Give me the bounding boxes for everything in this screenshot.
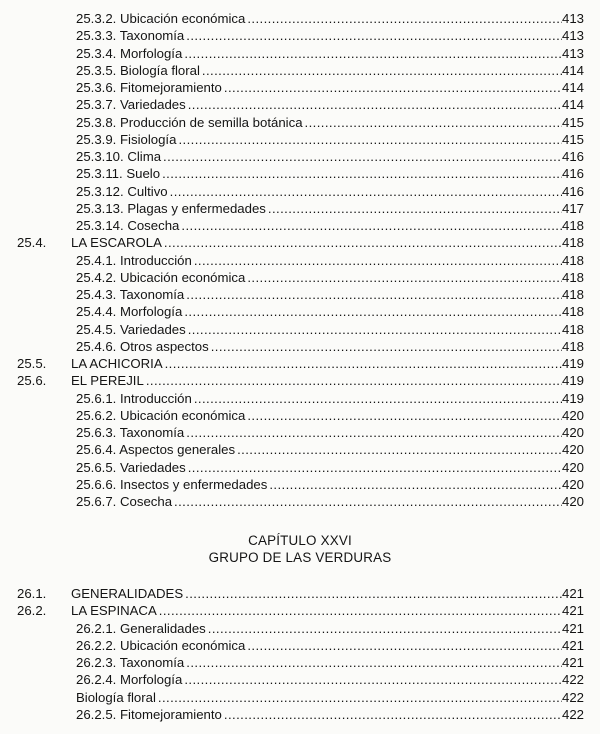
entry-title: 25.3.4. Morfología — [76, 45, 183, 61]
entry-title: 25.4.3. Taxonomía — [76, 287, 185, 302]
page-number: 414 — [561, 62, 584, 78]
entry-title: 25.3.11. Suelo — [76, 166, 161, 182]
toc-entry — [0, 10, 600, 28]
entry-title: 25.4.2. Ubicación económica — [76, 269, 246, 285]
chapter-subtitle: GRUPO DE LAS VERDURAS — [208, 550, 392, 565]
toc-entry — [0, 689, 600, 707]
entry-title: 25.3.8. Producción de semilla botánica — [76, 114, 303, 130]
toc-entry — [0, 286, 600, 304]
dot-leader — [184, 654, 562, 672]
toc-entry — [0, 148, 600, 166]
entry-title: 25.6.4. Aspectos generales — [76, 442, 236, 458]
entry-title: 25.4.1. Introducción — [76, 252, 192, 268]
dot-leader — [245, 637, 562, 655]
entry-title: 26.2.4. Morfología — [76, 672, 183, 688]
page-number: 415 — [561, 131, 584, 147]
page-number: 422 — [561, 689, 584, 705]
page-number: 418 — [561, 235, 584, 251]
page-number: 418 — [561, 218, 584, 233]
page-number: 415 — [561, 114, 584, 130]
page-number: 418 — [561, 321, 584, 337]
toc-entry — [0, 217, 600, 235]
dot-leader — [206, 620, 562, 638]
toc-entry — [0, 165, 600, 183]
dot-leader — [303, 114, 562, 132]
dot-leader — [179, 217, 562, 235]
dot-leader — [200, 62, 562, 80]
page-number: 420 — [561, 494, 584, 509]
page-number: 421 — [561, 586, 584, 601]
toc-entry — [0, 79, 600, 97]
dot-leader — [266, 200, 562, 218]
toc-entry — [0, 355, 600, 373]
toc-entry — [0, 602, 600, 620]
section-number: 26.1. — [17, 586, 47, 601]
entry-title: 25.6.3. Taxonomía — [76, 425, 185, 440]
toc-entry — [0, 706, 600, 724]
page-number: 419 — [561, 356, 584, 371]
page-number: 416 — [561, 149, 584, 164]
toc-entry — [0, 459, 600, 477]
page-number: 418 — [561, 304, 584, 320]
page-number: 418 — [561, 338, 584, 354]
toc-entry — [0, 654, 600, 672]
page-number: 416 — [561, 183, 584, 199]
entry-title: 25.3.7. Variedades — [76, 97, 186, 113]
dot-leader — [267, 476, 562, 494]
entry-title: 25.6.7. Cosecha — [76, 494, 173, 509]
page-number: 413 — [561, 45, 584, 61]
dot-leader — [245, 10, 562, 28]
dot-leader — [182, 671, 562, 689]
entry-title: 25.6.1. Introducción — [76, 390, 192, 406]
entry-title: 26.2.5. Fitomejoramiento — [76, 706, 222, 722]
entry-title: 25.3.9. Fisiología — [76, 131, 177, 147]
toc-entry — [0, 321, 600, 339]
dot-leader — [209, 338, 562, 356]
dot-leader — [182, 303, 562, 321]
page-number: 420 — [561, 459, 584, 475]
section-number: 25.4. — [17, 235, 47, 251]
page-number: 418 — [561, 287, 584, 302]
dot-leader — [192, 252, 562, 270]
dot-leader — [160, 165, 562, 183]
page-number: 422 — [561, 672, 584, 688]
entry-title: 26.2.3. Taxonomía — [76, 655, 185, 670]
entry-title: 25.4.6. Otros aspectos — [76, 338, 209, 354]
entry-title: 26.2.1. Generalidades — [76, 620, 206, 636]
entry-title: 25.3.6. Fitomejoramiento — [76, 80, 222, 95]
toc-entry — [0, 620, 600, 638]
page-number: 419 — [561, 390, 584, 406]
entry-title: LA ACHICORIA — [71, 356, 163, 371]
toc-entry — [0, 303, 600, 321]
toc-entry — [0, 338, 600, 356]
dot-leader — [186, 96, 562, 114]
dot-leader — [162, 234, 562, 252]
dot-leader — [245, 407, 562, 425]
dot-leader — [186, 459, 562, 477]
page-number: 418 — [561, 269, 584, 285]
page-number: 419 — [561, 373, 584, 389]
dot-leader — [157, 602, 562, 620]
page-number: 420 — [561, 476, 584, 492]
page-number: 414 — [561, 97, 584, 113]
page-number: 418 — [561, 252, 584, 268]
page-number: 417 — [561, 200, 584, 216]
entry-title: 25.3.14. Cosecha — [76, 218, 180, 233]
page-number: 413 — [561, 28, 584, 44]
dot-leader — [183, 585, 562, 603]
entry-title: GENERALIDADES — [71, 586, 184, 601]
toc-entry — [0, 114, 600, 132]
dot-leader — [156, 689, 562, 707]
dot-leader — [184, 424, 562, 442]
dot-leader — [192, 390, 562, 408]
toc-entry — [0, 476, 600, 494]
entry-title: 25.3.5. Biología floral — [76, 62, 200, 78]
entry-title: 25.3.3. Taxonomía — [76, 28, 185, 44]
dot-leader — [186, 321, 562, 339]
toc-entry — [0, 585, 600, 603]
entry-title: 25.3.13. Plagas y enfermedades — [76, 200, 266, 216]
dot-leader — [182, 45, 562, 63]
dot-leader — [176, 131, 562, 149]
dot-leader — [222, 79, 562, 97]
page-number: 420 — [561, 425, 584, 440]
toc-entry — [0, 234, 600, 252]
toc-entry — [0, 252, 600, 270]
dot-leader — [144, 372, 562, 390]
toc-entry — [0, 200, 600, 218]
entry-title: LA ESPINACA — [71, 603, 157, 619]
toc-entry — [0, 424, 600, 442]
entry-title: 25.3.10. Clima — [76, 149, 162, 164]
toc-entry — [0, 183, 600, 201]
entry-title: 25.3.2. Ubicación económica — [76, 11, 246, 26]
entry-title: 25.6.2. Ubicación económica — [76, 407, 246, 423]
dot-leader — [161, 148, 562, 166]
dot-leader — [222, 706, 562, 724]
dot-leader — [184, 286, 562, 304]
toc-entry — [0, 269, 600, 287]
page-number: 414 — [561, 80, 584, 95]
dot-leader — [245, 269, 562, 287]
page-number: 421 — [561, 655, 584, 670]
page-number: 413 — [561, 11, 584, 26]
entry-title: 25.3.12. Cultivo — [76, 183, 168, 199]
dot-leader — [184, 27, 562, 45]
entry-title: 25.4.4. Morfología — [76, 304, 183, 320]
toc-entry — [0, 96, 600, 114]
chapter-title: CAPÍTULO XXVI — [248, 533, 352, 548]
page-number: 421 — [561, 620, 584, 636]
toc-entry — [0, 372, 600, 390]
page-number: 420 — [561, 407, 584, 423]
toc-entry — [0, 131, 600, 149]
page-number: 416 — [561, 166, 584, 182]
entry-title: 25.6.6. Insectos y enfermedades — [76, 476, 268, 492]
page-number: 421 — [561, 637, 584, 653]
entry-title: Biología floral — [76, 689, 156, 705]
toc-entry — [0, 671, 600, 689]
toc-entry — [0, 441, 600, 459]
toc-entry — [0, 493, 600, 511]
toc-entry — [0, 27, 600, 45]
section-number: 26.2. — [17, 603, 47, 619]
toc-entry — [0, 637, 600, 655]
entry-title: 26.2.2. Ubicación económica — [76, 637, 246, 653]
page-number: 421 — [561, 603, 584, 619]
toc-entry — [0, 390, 600, 408]
toc-entry — [0, 407, 600, 425]
dot-leader — [168, 183, 562, 201]
dot-leader — [172, 493, 562, 511]
entry-title: EL PEREJIL — [71, 373, 144, 389]
entry-title: LA ESCAROLA — [71, 235, 162, 251]
entry-title: 25.6.5. Variedades — [76, 459, 186, 475]
section-number: 25.5. — [17, 356, 47, 371]
entry-title: 25.4.5. Variedades — [76, 321, 186, 337]
page-number: 422 — [561, 706, 584, 722]
toc-entry — [0, 45, 600, 63]
toc-entry — [0, 62, 600, 80]
section-number: 25.6. — [17, 373, 47, 389]
dot-leader — [163, 355, 562, 373]
dot-leader — [235, 441, 562, 459]
page-number: 420 — [561, 442, 584, 458]
